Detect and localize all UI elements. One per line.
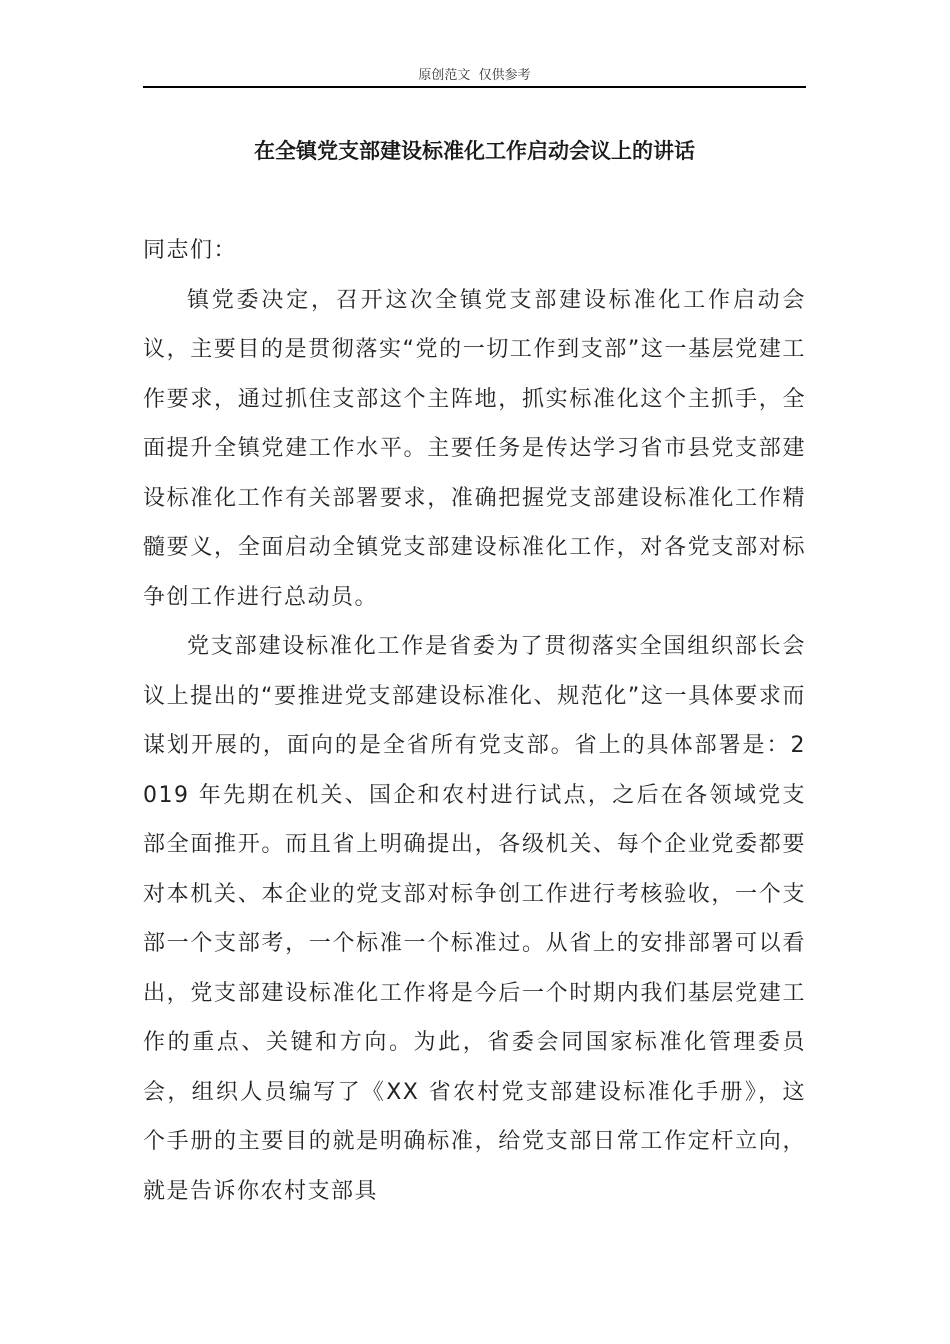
paragraph-2: 党支部建设标准化工作是省委为了贯彻落实全国组织部长会议上提出的“要推进党支部建设标准化、规范化”这一具体要求而谋划开展的，面向的是全省所有党支部。省上的具体部署是：2019 年先期在机关、国企和农村进行试点，之后在各领域党支部全面推开。而且省上明确提出，各级机关、每个企业党委都要对本机关、本企业的党支部对标争创工作进行考核验收，一个支部一个支部考，一个标准一个标准过。从省上的安排部署可以看出，党支部建设标准化工作将是今后一个时期内我们基层党建工作的重点、关键和方向。为此，省委会同国家标准化管理委员会，组织人员编写了《XX 省农村党支部建设标准化手册》，这个手册的主要目的就是明确标准，给党支部日常工作定杆立向，就是告诉你农村支部具: [143, 634, 806, 1204]
document-title: 在全镇党支部建设标准化工作启动会议上的讲话: [254, 139, 695, 163]
salutation: 同志们：: [143, 238, 238, 263]
document-body: [143, 226, 806, 1216]
header-divider: [143, 86, 806, 88]
paragraph-1: 镇党委决定，召开这次全镇党支部建设标准化工作启动会议，主要目的是贯彻落实“党的一切工作到支部”这一基层党建工作要求，通过抓住支部这个主阵地，抓实标准化这个主抓手，全面提升全镇党建工作水平。主要任务是传达学习省市县党支部建设标准化工作有关部署要求，准确把握党支部建设标准化工作精髓要义，全面启动全镇党支部建设标准化工作，对各党支部对标争创工作进行总动员。: [143, 287, 806, 610]
page-header-text: 原创范文 仅供参考: [418, 68, 531, 83]
